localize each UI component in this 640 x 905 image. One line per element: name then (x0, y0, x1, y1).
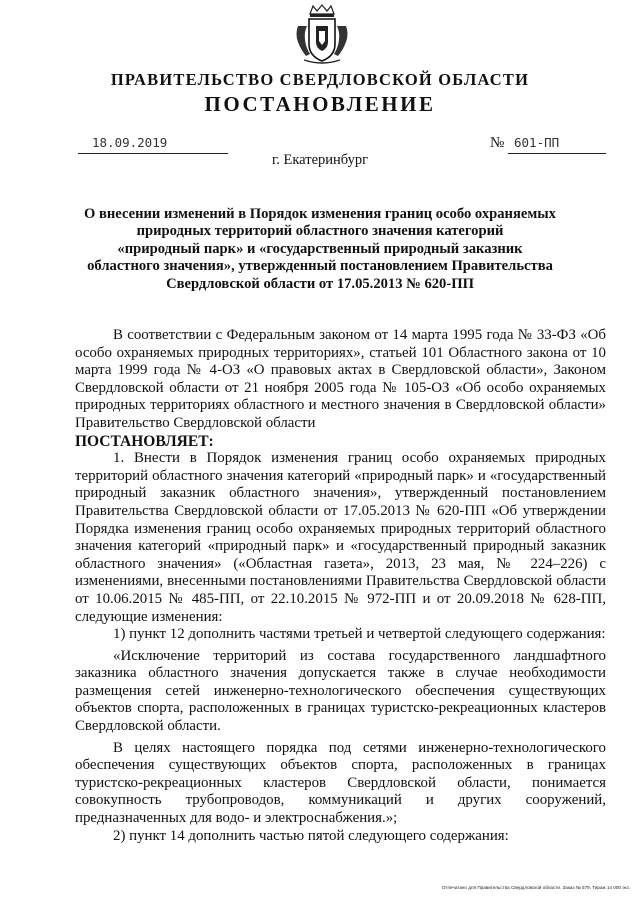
title-line: О внесении изменений в Порядок изменения границ особо охраняемых (84, 206, 556, 222)
title-line: Свердловской области от 17.05.2013 № 620-ПП (166, 275, 474, 292)
resolve-heading: ПОСТАНОВЛЯЕТ: (75, 432, 214, 450)
city-name: г. Екатеринбург (271, 152, 369, 168)
date-value: 18.09.2019 (92, 135, 168, 150)
quoted-paragraph: «Исключение территорий из состава государственного ландшафтного заказника областного значения допускается также в случае необходимости размещения сетей инженерно-технологического обеспечения существующих объектов спорта, расположенных в границах туристско-рекреационных кластеров Свердловской области. (75, 647, 606, 735)
title-line: «природный парк» и «государственный природный заказник (117, 240, 523, 257)
title-line: природных территорий областного значения категорий (136, 223, 504, 240)
coat-of-arms-icon (294, 4, 350, 66)
number-sign: № (490, 135, 505, 151)
government-name: ПРАВИТЕЛЬСТВО СВЕРДЛОВСКОЙ ОБЛАСТИ (110, 70, 530, 89)
preamble-paragraph: В соответствии с Федеральным законом от 14 марта 1995 года № 33-ФЗ «Об особо охраняемых природных территориях», статьей 101 Областного закона от 10 марта 1999 года № 4-ОЗ «О правовых актах в Свердловской области», Законом Свердловской области от 21 ноября 2005 года № 105-ОЗ «Об особо охраняемых природных территориях областного и местного значения в Свердловской области» Правительство Свердловской области (75, 327, 606, 431)
print-footer: Отпечатано для Правительства Свердловской области. Заказ № 579. Тираж 14 000 экз. (441, 885, 630, 890)
subitem-2-paragraph: 2) пункт 14 дополнить частью пятой следующего содержания: (113, 827, 509, 844)
subitem-1-paragraph: 1) пункт 12 дополнить частями третьей и четвертой следующего содержания: (113, 626, 606, 643)
definition-paragraph: В целях настоящего порядка под сетями инженерно-технологического обеспечения существующих объектов спорта, расположенных в границах туристско-рекреационных кластеров Свердловской области, понимается совокупность трубопроводов, коммуникаций и других сооружений, предназначенных для водо- и электроснабжения.»; (75, 739, 606, 827)
number-value: 601-ПП (514, 135, 560, 150)
document-type: ПОСТАНОВЛЕНИЕ (204, 92, 436, 116)
document-title (60, 206, 580, 293)
item-1-paragraph: 1. Внести в Порядок изменения границ особо охраняемых природных территорий областного значения категорий «природный парк» и «государственный природный заказник областного значения», утвержденный постановлением Правительства Свердловской области от 17.05.2013 № 620-ПП «Об утверждении Порядка изменения границ особо охраняемых природных территорий областного значения категорий «природный парк» и «государственный природный заказник областного значения» («Областная газета», 2013, 23 мая, № 224–226) с изменениями, внесенными постановлениями Правительства Свердловской области от 10.06.2015 № 485-ПП, от 22.10.2015 № 972-ПП и от 20.09.2018 № 628-ПП, следующие изменения: (75, 450, 606, 625)
title-line: областного значения», утвержденный постановлением Правительства (87, 258, 553, 275)
document-body (75, 327, 606, 845)
